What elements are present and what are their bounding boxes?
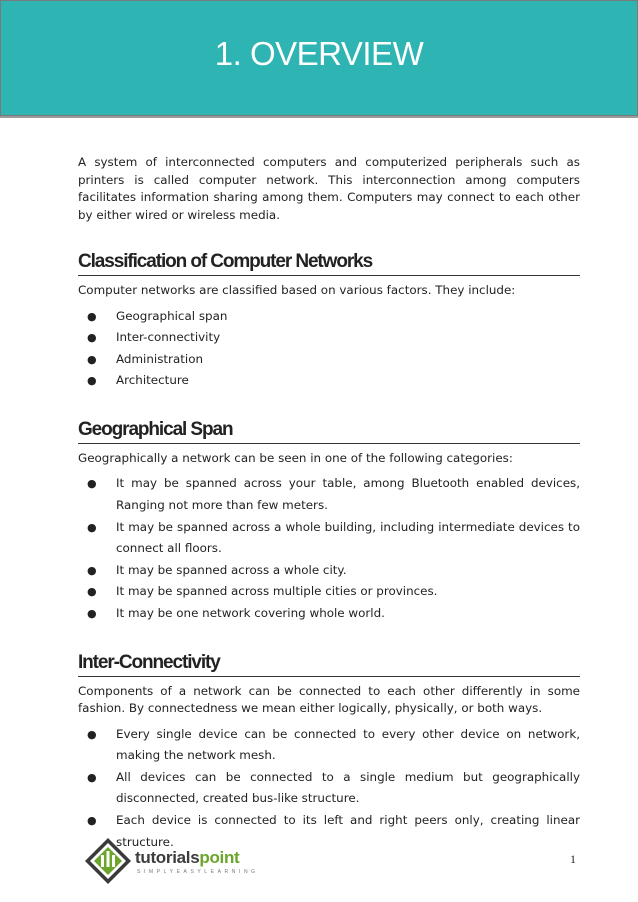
list-item: ● Inter-connectivity xyxy=(78,327,580,349)
list-item: ● Administration xyxy=(78,349,580,371)
bullet-list xyxy=(78,473,580,624)
bullet-icon: ● xyxy=(87,563,97,577)
section-heading: Geographical Span xyxy=(78,419,580,444)
list-item: ● It may be spanned across your table, among Bluetooth enabled devices, Ranging not more than few meters. xyxy=(78,473,580,516)
bullet-list xyxy=(78,306,580,392)
list-item: ● Each device is connected to its left and right peers only, creating linear structure. xyxy=(78,810,580,853)
section-intro: Components of a network can be connected to each other differently in some fashion. By connectedness we mean either logically, physically, or both ways. xyxy=(78,683,580,716)
list-item: ● It may be spanned across a whole building, including intermediate devices to connect all floors. xyxy=(78,517,580,560)
bullet-icon: ● xyxy=(87,309,97,323)
chapter-title: 1. OVERVIEW xyxy=(214,35,424,72)
bullet-icon: ● xyxy=(87,352,97,366)
bullet-icon: ● xyxy=(87,606,97,620)
bullet-icon: ● xyxy=(87,813,97,827)
page-content xyxy=(78,154,580,853)
section-intro: Geographically a network can be seen in one of the following categories: xyxy=(78,450,513,465)
section-intro: Computer networks are classified based on various factors. They include: xyxy=(78,283,516,297)
bullet-icon: ● xyxy=(87,770,97,784)
list-item: ● It may be spanned across a whole city. xyxy=(78,560,580,582)
bullet-icon: ● xyxy=(87,477,97,491)
list-item: ● Architecture xyxy=(78,370,580,392)
logo-tagline: SIMPLYEASYLEARNING xyxy=(137,869,259,875)
bullet-icon: ● xyxy=(87,374,97,388)
list-item: ● All devices can be connected to a single medium but geographically disconnected, created bus-like structure. xyxy=(78,767,580,810)
page-number: 1 xyxy=(570,852,576,866)
bullet-list xyxy=(78,724,580,854)
section-classification xyxy=(78,251,580,392)
chapter-banner xyxy=(0,0,638,116)
section-geographical-span xyxy=(78,419,580,625)
list-item: ● It may be one network covering whole world. xyxy=(78,603,580,625)
list-item: ● It may be spanned across multiple cities or provinces. xyxy=(78,581,580,603)
bullet-icon: ● xyxy=(87,520,97,534)
bullet-icon: ● xyxy=(87,585,97,599)
bullet-icon: ● xyxy=(87,727,97,741)
logo-diamond-icon xyxy=(83,836,133,886)
bullet-icon: ● xyxy=(87,331,97,345)
list-item: ● Every single device can be connected to every other device on network, making the network mesh. xyxy=(78,724,580,767)
section-inter-connectivity xyxy=(78,652,580,854)
tutorialspoint-logo xyxy=(83,836,283,886)
list-item: ● Geographical span xyxy=(78,306,580,328)
section-heading: Classification of Computer Networks xyxy=(78,251,580,276)
section-heading: Inter-Connectivity xyxy=(78,652,580,677)
logo-wordmark: tutorialspoint xyxy=(135,848,240,867)
intro-paragraph: A system of interconnected computers and computerized peripherals such as printers is called computer network. This interconnection among computers facilitates information sharing among them. Computers may connect to each other by either wired or wireless media. xyxy=(78,155,580,222)
